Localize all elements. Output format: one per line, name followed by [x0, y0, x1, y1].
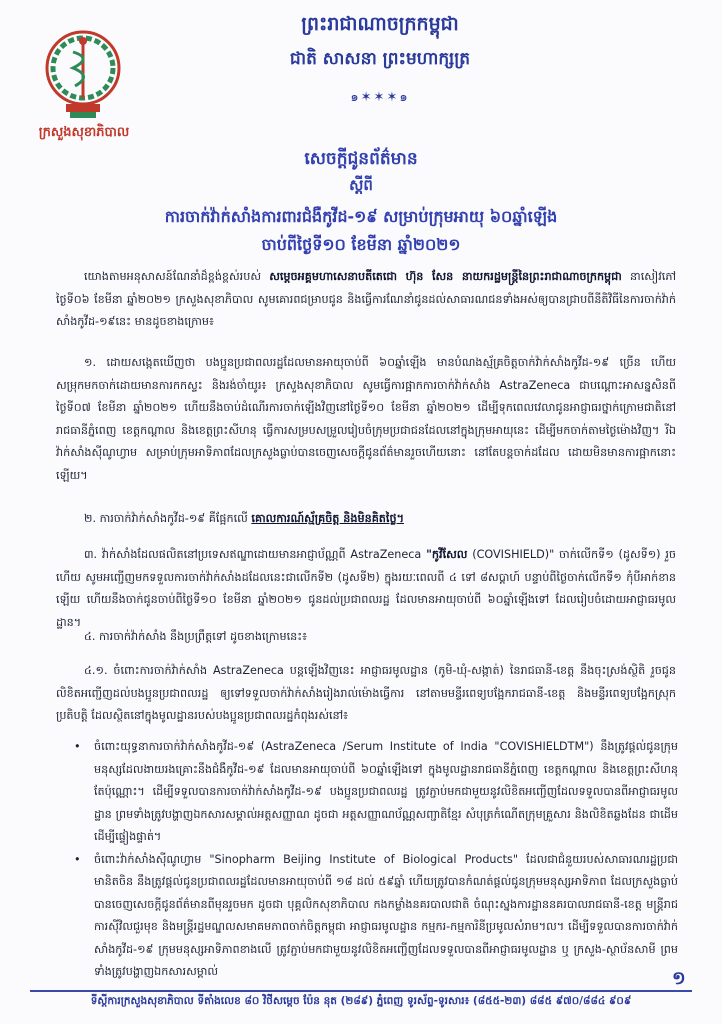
footer-address: ទីស្តីការក្រសួងសុខាភិបាល ទីតាំងលេខ ៨០ វិថីសម្តេច ប៉ែន នុត (២៨៩) ភ្នំពេញ ទូរស័ព្ទ-ទូរសារ៖ (៨៥៥-២៣) ៨៨៥ ៩៧០/៨៨៤ ៩០៩ — [90, 995, 632, 1007]
title-subject: ការចាក់វ៉ាក់សាំងការពារជំងឺកូវីដ-១៩ សម្រាប់ក្រុមអាយុ ៦០ឆ្នាំឡើង — [164, 207, 558, 226]
intro-paragraph: យោងតាមអនុសាសន៍ណែនាំដ៏ខ្ពង់ខ្ពស់របស់ សម្តេចអគ្គមហាសេនាបតីតេជោ ហ៊ុន សែន នាយករដ្ឋមន្ត្រីនៃព្រះរាជាណាចក្រកម្ពុជា នាសៀវភៅថ្ងៃទី០៦ ខែមីនា ឆ្នាំ២០២១ ក្រសួងសុខាភិបាល សូមគោរពជម្រាបជូន និងធ្វើការណែនាំជូនដល់សាធារណជនទាំងអស់ឲ្យបានជ្រាបពីនីតិវិធីនៃការចាក់វ៉ាក់សាំងកូវីដ-១៩នេះ មានដូចខាងក្រោម៖ — [56, 270, 676, 328]
title-about: ស្តីពី — [349, 176, 373, 194]
paragraph-4: ៤. ការចាក់វ៉ាក់សាំង នឹងប្រព្រឹត្តទៅ ដូចខាងក្រោមនេះ៖ — [84, 630, 308, 643]
page-number: ១ — [672, 968, 686, 989]
kingdom-heading: ព្រះរាជាណាចក្រកម្ពុជា — [301, 13, 459, 35]
list-item: • ចំពោះវ៉ាក់សាំងស៊ីណូហ្វាម "Sinopharm Beijing Institute of Biological Products" ដែលជាជំនួយរបស់សាធារណរដ្ឋប្រជាមានិតចិន នឹងត្រូវផ្តល់ជូនប្រជាពលរដ្ឋដែលមានអាយុចាប់ពី ១៨ ដល់ ៥៩ឆ្នាំ ហើយត្រូវបានកំណត់ផ្តល់ជូនក្រុមមនុស្សអាទិភាព ដែលក្រសួងធ្លាប់បានចេញសេចក្តីជូនព័ត៌មានពីមុនរួចមក ដូចជា បុគ្គលិកសុខាភិបាល កងកម្លាំងនគរបាលជាតិ ចំណុះស្នងការដ្ឋាននគរបាលរាជធានី-ខេត្ត មន្ត្រីរាជការស៊ីវិលជួរមុខ និងមន្ត្រីរដ្ឋមណ្ឌលសមាគមភាពចាក់ចិត្តកម្ពុជា អាជ្ញាធរមូលដ្ឋាន កម្មករ-កម្មការិនីប្រមូលសំរាម។ល។ ដើម្បីទទួលបានការចាក់វ៉ាក់សាំងកូវីដ-១៩ ក្រុមមនុស្សអាទិភាពខាងលើ ត្រូវភ្ជាប់មកជាមួយនូវលិខិតអញ្ជើញដែលទទួលបានពីអាជ្ញាធរមូលដ្ឋាន ឬ ក្រសួង-ស្ថាប័នសាមី ព្រមទាំងត្រូវបង្ហាញឯកសារសម្គាល់ — [74, 852, 678, 978]
document-title: សេចក្តីជូនព័ត៌មាន — [304, 149, 418, 169]
ornament-divider: ๑✶✶✶๑ — [350, 90, 410, 105]
prime-minister-name: សម្តេចអគ្គមហាសេនាបតីតេជោ ហ៊ុន សែន នាយករដ្ឋមន្ត្រីនៃព្រះរាជាណាចក្រកម្ពុជា — [269, 270, 622, 283]
ministry-logo-icon — [40, 24, 126, 124]
national-motto: ជាតិ សាសនា ព្រះមហាក្សត្រ — [289, 49, 471, 69]
vaccine-bullet-list — [74, 736, 678, 984]
principle-highlight: គោលការណ៍ស្ម័គ្រចិត្ត និងមិនគិតថ្លៃ។ — [251, 512, 404, 525]
covishield-highlight: "កូវីសែល — [426, 548, 468, 561]
title-date: ចាប់ពីថ្ងៃទី១០ ខែមីនា ឆ្នាំ២០២១ — [261, 235, 461, 254]
list-item: • ចំពោះយុទ្ធនាការចាក់វ៉ាក់សាំងកូវីដ-១៩ (AstraZeneca /Serum Institute of India "COVISHIELDTM") នឹងត្រូវផ្តល់ជូនក្រុមមនុស្សដែលងាយរងគ្រោះនឹងជំងឺកូវីដ-១៩ ដែលមានអាយុចាប់ពី ៦០ឆ្នាំឡើងទៅ ក្នុងមូលដ្ឋានរាជធានីភ្នំពេញ ខេត្តកណ្តាល និងខេត្តព្រះសីហនុ តែប៉ុណ្ណោះ។ ដើម្បីទទួលបានការចាក់វ៉ាក់សាំងកូវីដ-១៩ បងប្អូនប្រជាពលរដ្ឋ ត្រូវភ្ជាប់មកជាមួយនូវលិខិតអញ្ជើញដែលទទួលបានពីអាជ្ញាធរមូលដ្ឋាន ព្រមទាំងត្រូវបង្ហាញឯកសារសម្គាល់អត្តសញ្ញាណ ដូចជា អត្តសញ្ញាណប័ណ្ណសញ្ជាតិខ្មែរ សំបុត្រកំណើតក្រុមគ្រួសារ និងលិខិតឆ្លងដែន ជាដើម ដើម្បីផ្ទៀងផ្ទាត់។ — [74, 740, 678, 843]
ministry-name: ក្រសួងសុខាភិបាល — [38, 125, 130, 140]
paragraph-2: ២. ការចាក់វ៉ាក់សាំងកូវីដ-១៩ គឺផ្អែកលើ គោលការណ៍ស្ម័គ្រចិត្ត និងមិនគិតថ្លៃ។ — [84, 512, 404, 525]
footer-divider — [30, 990, 692, 992]
paragraph-1: ១. ដោយសង្កេតឃើញថា បងប្អូនប្រជាពលរដ្ឋដែលមានអាយុចាប់ពី ៦០ឆ្នាំឡើង មានបំណងស្ម័គ្រចិត្តចាក់វ៉ាក់សាំងកូវីដ-១៩ ច្រើន ហើយសម្រុកមកចាក់ដោយមានការកកស្ទះ និងរង់ចាំយូរ៖ ក្រសួងសុខាភិបាល សូមធ្វើការផ្អាកការចាក់វ៉ាក់សាំង AstraZeneca ជាបណ្តោះអាសន្នសិនពីថ្ងៃទី០៧ ខែមីនា ឆ្នាំ២០២១ ហើយនឹងចាប់ដំណើរការចាក់ឡើងវិញនៅថ្ងៃទី១០ ខែមីនា ឆ្នាំ២០២១ ដើម្បីទុកពេលវេលាជូនអាជ្ញាធរថ្នាក់ក្រោមជាតិនៅរាជធានីភ្នំពេញ ខេត្តកណ្តាល និងខេត្តព្រះសីហនុ ធ្វើការសម្របសម្រួលរៀបចំក្រុមប្រជាជនដែលនៅក្នុងក្រុមអាយុនេះ ដើម្បីមកចាក់តាមថ្ងៃម៉ោងវិញ។ រីឯ វ៉ាក់សាំងស៊ីណូហ្វាម សម្រាប់ក្រុមអាទិភាពដែលក្រសួងធ្លាប់បានចេញសេចក្តីជូនព័ត៌មានរួចហើយនោះ នៅតែបន្តចាក់ដដែល ដោយមិនមានការផ្អាកនោះឡើយ។ — [56, 356, 676, 482]
paragraph-4-1: ៤.១. ចំពោះការចាក់វ៉ាក់សាំង AstraZeneca បន្តឡើងវិញនេះ អាជ្ញាធរមូលដ្ឋាន (ភូមិ-ឃុំ-សង្កាត់) នៃរាជធានី-ខេត្ត នឹងចុះស្រង់ស្ថិតិ រួចជូនលិខិតអញ្ជើញដល់បងប្អូនប្រជាពលរដ្ឋ ឲ្យទៅទទួលចាក់វ៉ាក់សាំងរៀងរាល់ម៉ោងធ្វើការ នៅតាមមន្ទីរពេទ្យបង្អែករាជធានី-ខេត្ត និងមន្ទីរពេទ្យបង្អែកស្រុកប្រតិបត្តិ ដែលស្ថិតនៅក្នុងមូលដ្ឋានរបស់បងប្អូនប្រជាពលរដ្ឋកំពុងរស់នៅ៖ — [56, 664, 676, 722]
paragraph-3: ៣. វ៉ាក់សាំងដែលផលិតនៅប្រទេសឥណ្ឌាដោយមានអាជ្ញាប័ណ្ណពី AstraZeneca "កូវីសែល (COVISHIELD)" ចាក់លើកទី១ (ដូសទី១) រួចហើយ សូមអញ្ជើញមកទទួលការចាក់វ៉ាក់សាំងដដែលនេះជាលើកទី២ (ដូសទី២) ក្នុងរយៈពេលពី ៤ ទៅ ៨សប្តាហ៍ បន្ទាប់ពីថ្ងៃចាក់លើកទី១ កុំបីអាក់ខានឡើយ ហើយនឹងចាក់ជូនចាប់ពីថ្ងៃទី១០ ខែមីនា ឆ្នាំ២០២១ ជូនដល់ប្រជាពលរដ្ឋ ដែលមានអាយុចាប់ពី ៦០ឆ្នាំឡើងទៅ ដែលរៀបចំដោយអាជ្ញាធរមូលដ្ឋាន។ — [56, 548, 676, 629]
